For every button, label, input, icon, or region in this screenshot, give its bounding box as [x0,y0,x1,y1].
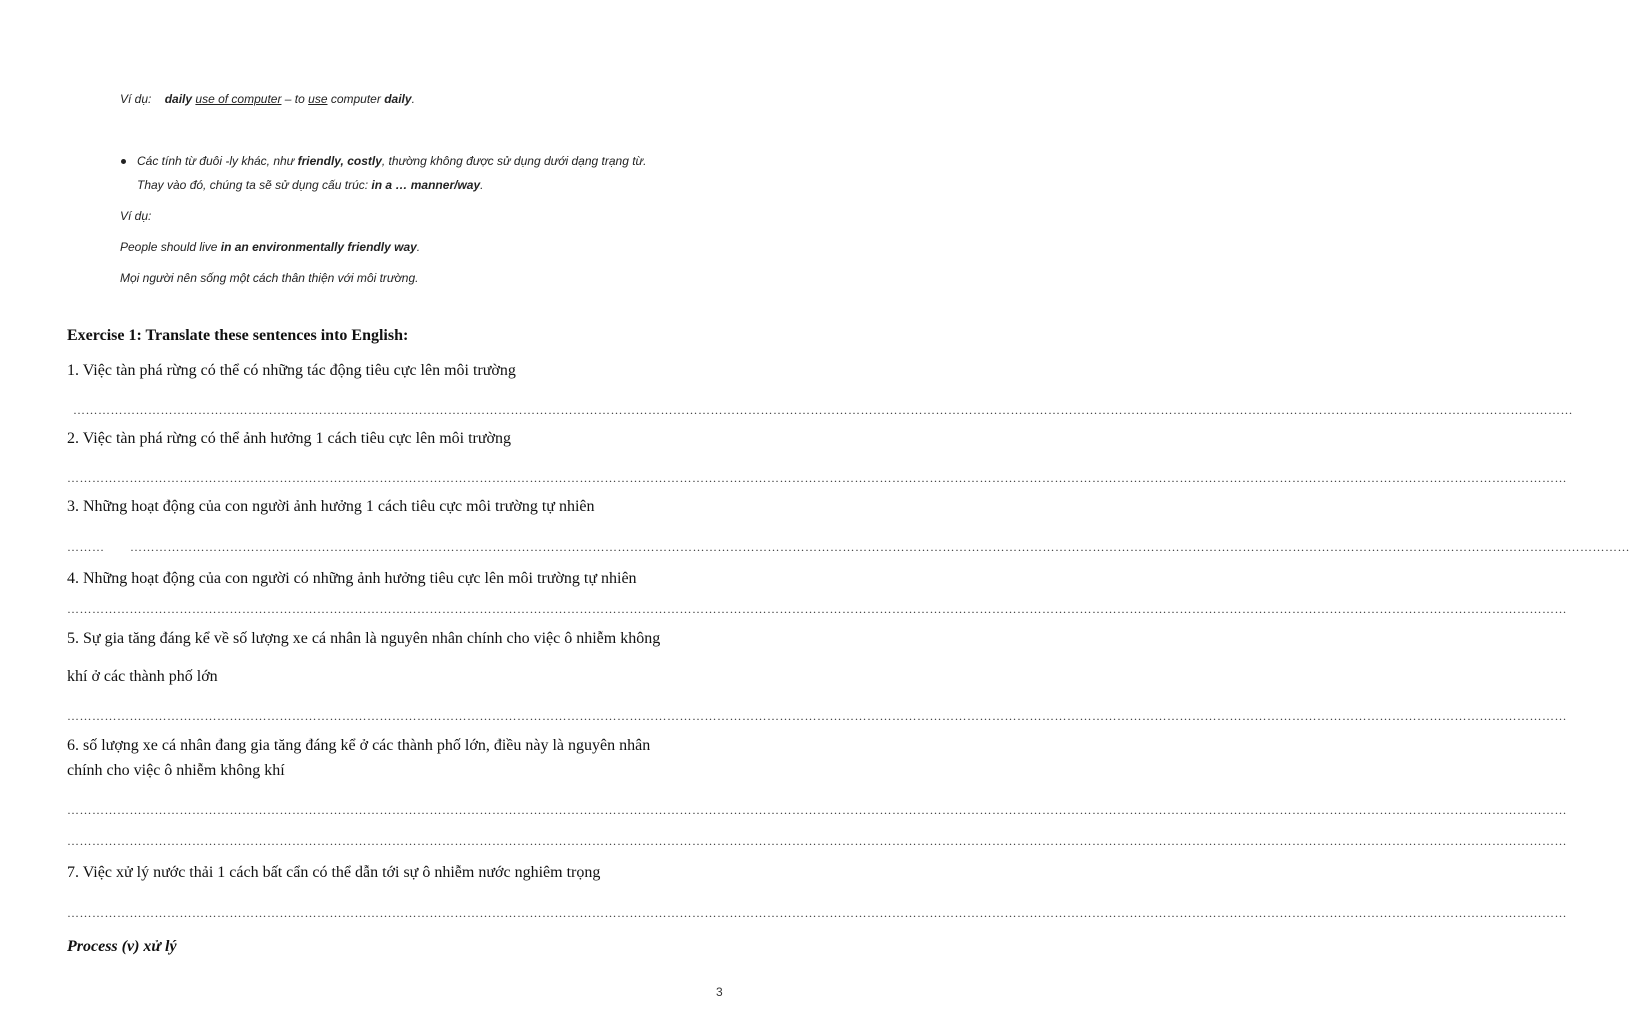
exercise-item-6-line-1: 6. số lượng xe cá nhân đang gia tăng đáng kể ở các thành phố lớn, điều này là nguyên nhân [67,737,651,754]
exercise-item-5-line-1: 5. Sự gia tăng đáng kể về số lượng xe cá nhân là nguyên nhân chính cho việc ô nhiễm không [67,630,661,647]
exercise-item-2: 2. Việc tàn phá rừng có thể ảnh hưởng 1 cách tiêu cực lên môi trường [67,430,511,447]
example-2-label: Ví dụ: [120,209,152,223]
example-dash-to: – to [281,92,309,106]
bullet-text-1: Các tính từ đuôi -ly khác, như [137,154,298,168]
vocab-term: Process (v) xử lý [67,938,177,955]
example-2-en-bold: in an environmentally friendly way [220,240,417,254]
example-word-computer: computer [327,92,385,106]
bullet-text-2: , thường không được sử dụng dưới dạng trạng từ. [381,154,647,168]
example-2-en-end: . [416,240,421,254]
exercise-item-5-line-2: khí ở các thành phố lớn [67,668,218,685]
example-period: . [411,92,415,106]
bullet-line2-text: Thay vào đó, chúng ta sẽ sử dụng cấu trúc: [137,178,372,192]
exercise-item-4: 4. Những hoạt động của con người có những ảnh hưởng tiêu cực lên môi trường tự nhiên [67,570,637,587]
answer-line-1[interactable]: ……………………………………………………………………………………………………………………………………………………………………………………………………………………………………………………………………………………………………………………………… [73,403,1573,417]
bullet-line-1 [137,154,646,168]
exercise-item-1: 1. Việc tàn phá rừng có thể có những tác động tiêu cực lên môi trường [67,362,516,379]
example-2-en-text: People should live [120,240,221,254]
example-phrase-use-of-computer: use of computer [195,92,282,106]
bullet-bold-words: friendly, costly [297,154,382,168]
page-number: 3 [716,985,723,999]
answer-line-4[interactable]: ……………………………………………………………………………………………………………………………………………………………………………………………………………………………………………………………………………………………………………………………… [67,602,1567,616]
example-label: Ví dụ: [120,92,152,106]
exercise-item-3: 3. Những hoạt động của con người ảnh hưởng 1 cách tiêu cực môi trường tự nhiên [67,498,595,515]
example-2-vietnamese: Mọi người nên sống một cách thân thiện với môi trường. [120,271,419,285]
exercise-item-7: 7. Việc xử lý nước thải 1 cách bất cẩn có thể dẫn tới sự ô nhiễm nước nghiêm trọng [67,864,601,881]
answer-line-3[interactable]: ……………………………………………………………………………………………………………………………………………………………………………………………………………………………………………………………………………………………………………………………… [130,540,1630,554]
bullet-line2-end: . [480,178,484,192]
answer-line-2[interactable]: ……………………………………………………………………………………………………………………………………………………………………………………………………………………………………………………………………………………………………………………………… [67,471,1567,485]
example-1-line [120,92,415,106]
answer-line-5[interactable]: ……………………………………………………………………………………………………………………………………………………………………………………………………………………………………………………………………………………………………………………………… [67,709,1567,723]
example-word-use: use [308,92,328,106]
example-word-daily-2: daily [384,92,412,106]
exercise-item-6-line-2: chính cho việc ô nhiễm không khí [67,762,285,779]
answer-line-6a[interactable]: ……………………………………………………………………………………………………………………………………………………………………………………………………………………………………………………………………………………………………………………………… [67,803,1567,817]
answer-line-3-prefix[interactable]: ……… [67,540,105,554]
bullet-line2-bold: in a … manner/way [371,178,481,192]
example-word-daily: daily [164,92,193,106]
answer-line-6b[interactable]: ……………………………………………………………………………………………………………………………………………………………………………………………………………………………………………………………………………………………………………………………… [67,834,1567,848]
exercise-heading: Exercise 1: Translate these sentences into English: [67,327,409,344]
bullet-point [121,159,126,164]
bullet-line-2 [137,178,483,192]
example-2-english [120,240,420,254]
answer-line-7[interactable]: ……………………………………………………………………………………………………………………………………………………………………………………………………………………………………………………………………………………………………………………………… [67,906,1567,920]
